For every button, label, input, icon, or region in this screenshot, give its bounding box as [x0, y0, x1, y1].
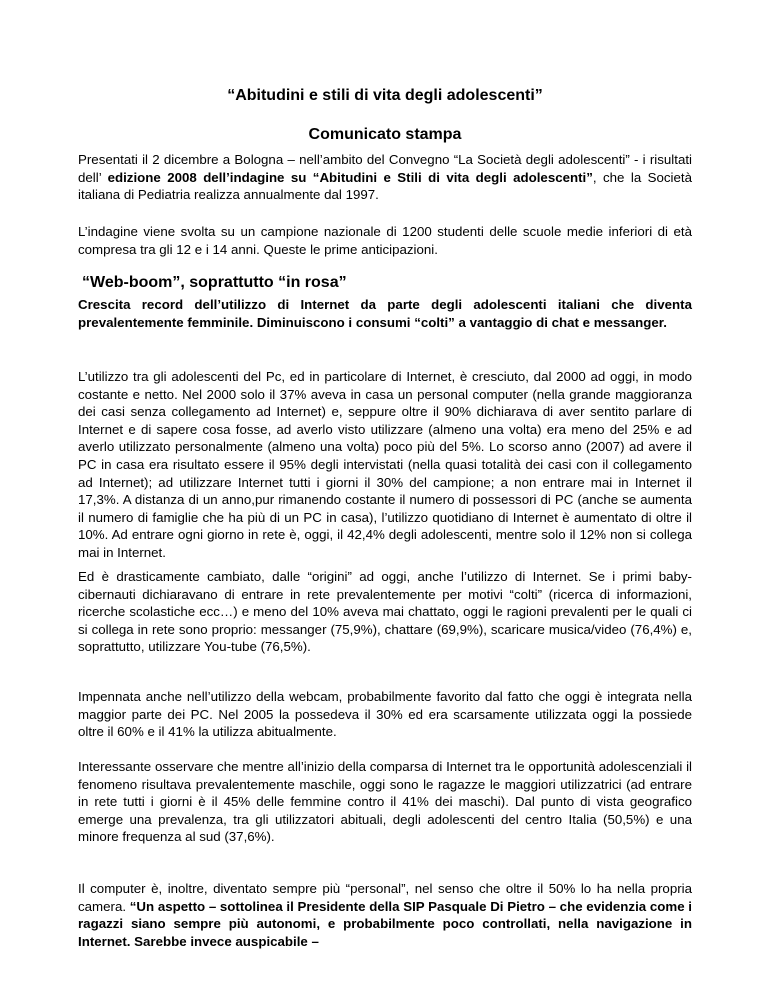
paragraph-personal-computer — [78, 880, 692, 950]
intro-text-2: , che la Società italiana di Pediatria realizza annualmente dal 1997. — [78, 169, 692, 203]
intro-paragraph — [78, 151, 692, 204]
paragraph-internet-usage: Ed è drasticamente cambiato, dalle “origini” ad oggi, anche l’utilizzo di Internet. Se i primi baby-cibernauti dichiaravano di entrare in rete prevalentemente per motivi “colti” (ricerca di informazioni, ricerche scolastiche ecc…) e meno del 10% aveva mai chattato, oggi le ragioni prevalenti per le quali ci si collega in rete sono proprio: messanger (75,9%), chattare (69,9%), scaricare musica/video (76,4%) e, soprattutto, utilizzare You-tube (76,5%). — [78, 569, 692, 655]
intro-bold-text: edizione 2008 dell’indagine su “Abitudini e Stili di vita degli adolescenti” — [107, 169, 593, 185]
sample-paragraph: L’indagine viene svolta su un campione nazionale di 1200 studenti delle scuole medie inferiori di età compresa tra gli 12 e i 14 anni. Queste le prime anticipazioni. — [78, 224, 692, 257]
section-lead: Crescita record dell’utilizzo di Internet da parte degli adolescenti italiani che diventa prevalentemente femminile. Diminuiscono i consumi “colti” a vantaggio di chat e messanger. — [78, 297, 692, 330]
president-quote: “Un aspetto – sottolinea il Presidente della SIP Pasquale Di Pietro – che evidenzia come i ragazzi siano sempre più autonomi, e probabilmente poco controllati, nella navigazione in Internet. Sarebbe invece auspicabile – — [78, 898, 693, 949]
intro-text-1: Presentati il 2 dicembre a Bologna – nell’ambito del Convegno “La Società degli adolescenti” - i risultati dell’ — [78, 152, 692, 185]
document-title: “Abitudini e stili di vita degli adolescenti” — [227, 87, 543, 104]
document-subtitle: Comunicato stampa — [308, 126, 462, 143]
section-heading: “Web-boom”, soprattutto “in rosa” — [82, 274, 347, 291]
paragraph-internet-growth: L’utilizzo tra gli adolescenti del Pc, ed in particolare di Internet, è cresciuto, dal 2000 ad oggi, in modo costante e netto. Nel 2000 solo il 37% aveva in casa un personal computer (nella grande maggioranza dei casi senza collegamento ad Internet) e, seppure oltre il 90% dichiarava di aver sentito parlare di Internet e di sapere cosa fosse, ad averlo visto utilizzare (almeno una volta) era meno del 25% e ad averlo utilizzato personalmente (almeno una volta) poco più del 5%. Lo scorso anno (2007) ad avere il PC in casa era risultato essere il 95% degli intervistati (nella quasi totalità dei casi con il collegamento ad Internet); ad utilizzare Internet tutti i giorni il 30% del campione; a non entrare mai in Internet il 17,3%. A distanza di un anno,pur rimanendo costante il numero di possessori di PC (anche se aumenta il numero di famiglie che ha più di un PC in casa), l’utilizzo quotidiano di Internet è aumentato di oltre il 10%. Ad entrare ogni giorno in rete è, oggi, il 42,4% degli adolescenti, mentre solo il 12% non si collega mai in Internet. — [78, 369, 692, 560]
pc-text: Il computer è, inoltre, diventato sempre più “personal”, nel senso che oltre il 50% lo ha nella propria camera. — [78, 881, 692, 914]
paragraph-gender-geography: Interessante osservare che mentre all’inizio della comparsa di Internet tra le opportunità adolescenziali il fenomeno risultava prevalentemente maschile, oggi sono le ragazze le maggiori utilizzatrici (ad entrare in rete tutti i giorni è il 45% delle femmine contro il 41% dei maschi). Dal punto di vista geografico emerge una prevalenza, tra gli utilizzatori abituali, degli adolescenti del centro Italia (50,5%) e una minore frequenza al sud (37,6%). — [78, 759, 692, 845]
paragraph-webcam: Impennata anche nell’utilizzo della webcam, probabilmente favorito dal fatto che oggi è integrata nella maggior parte dei PC. Nel 2005 la possedeva il 30% ed era scarsamente utilizzata oggi la possiede oltre il 60% e il 41% la utilizza abitualmente. — [78, 689, 692, 740]
